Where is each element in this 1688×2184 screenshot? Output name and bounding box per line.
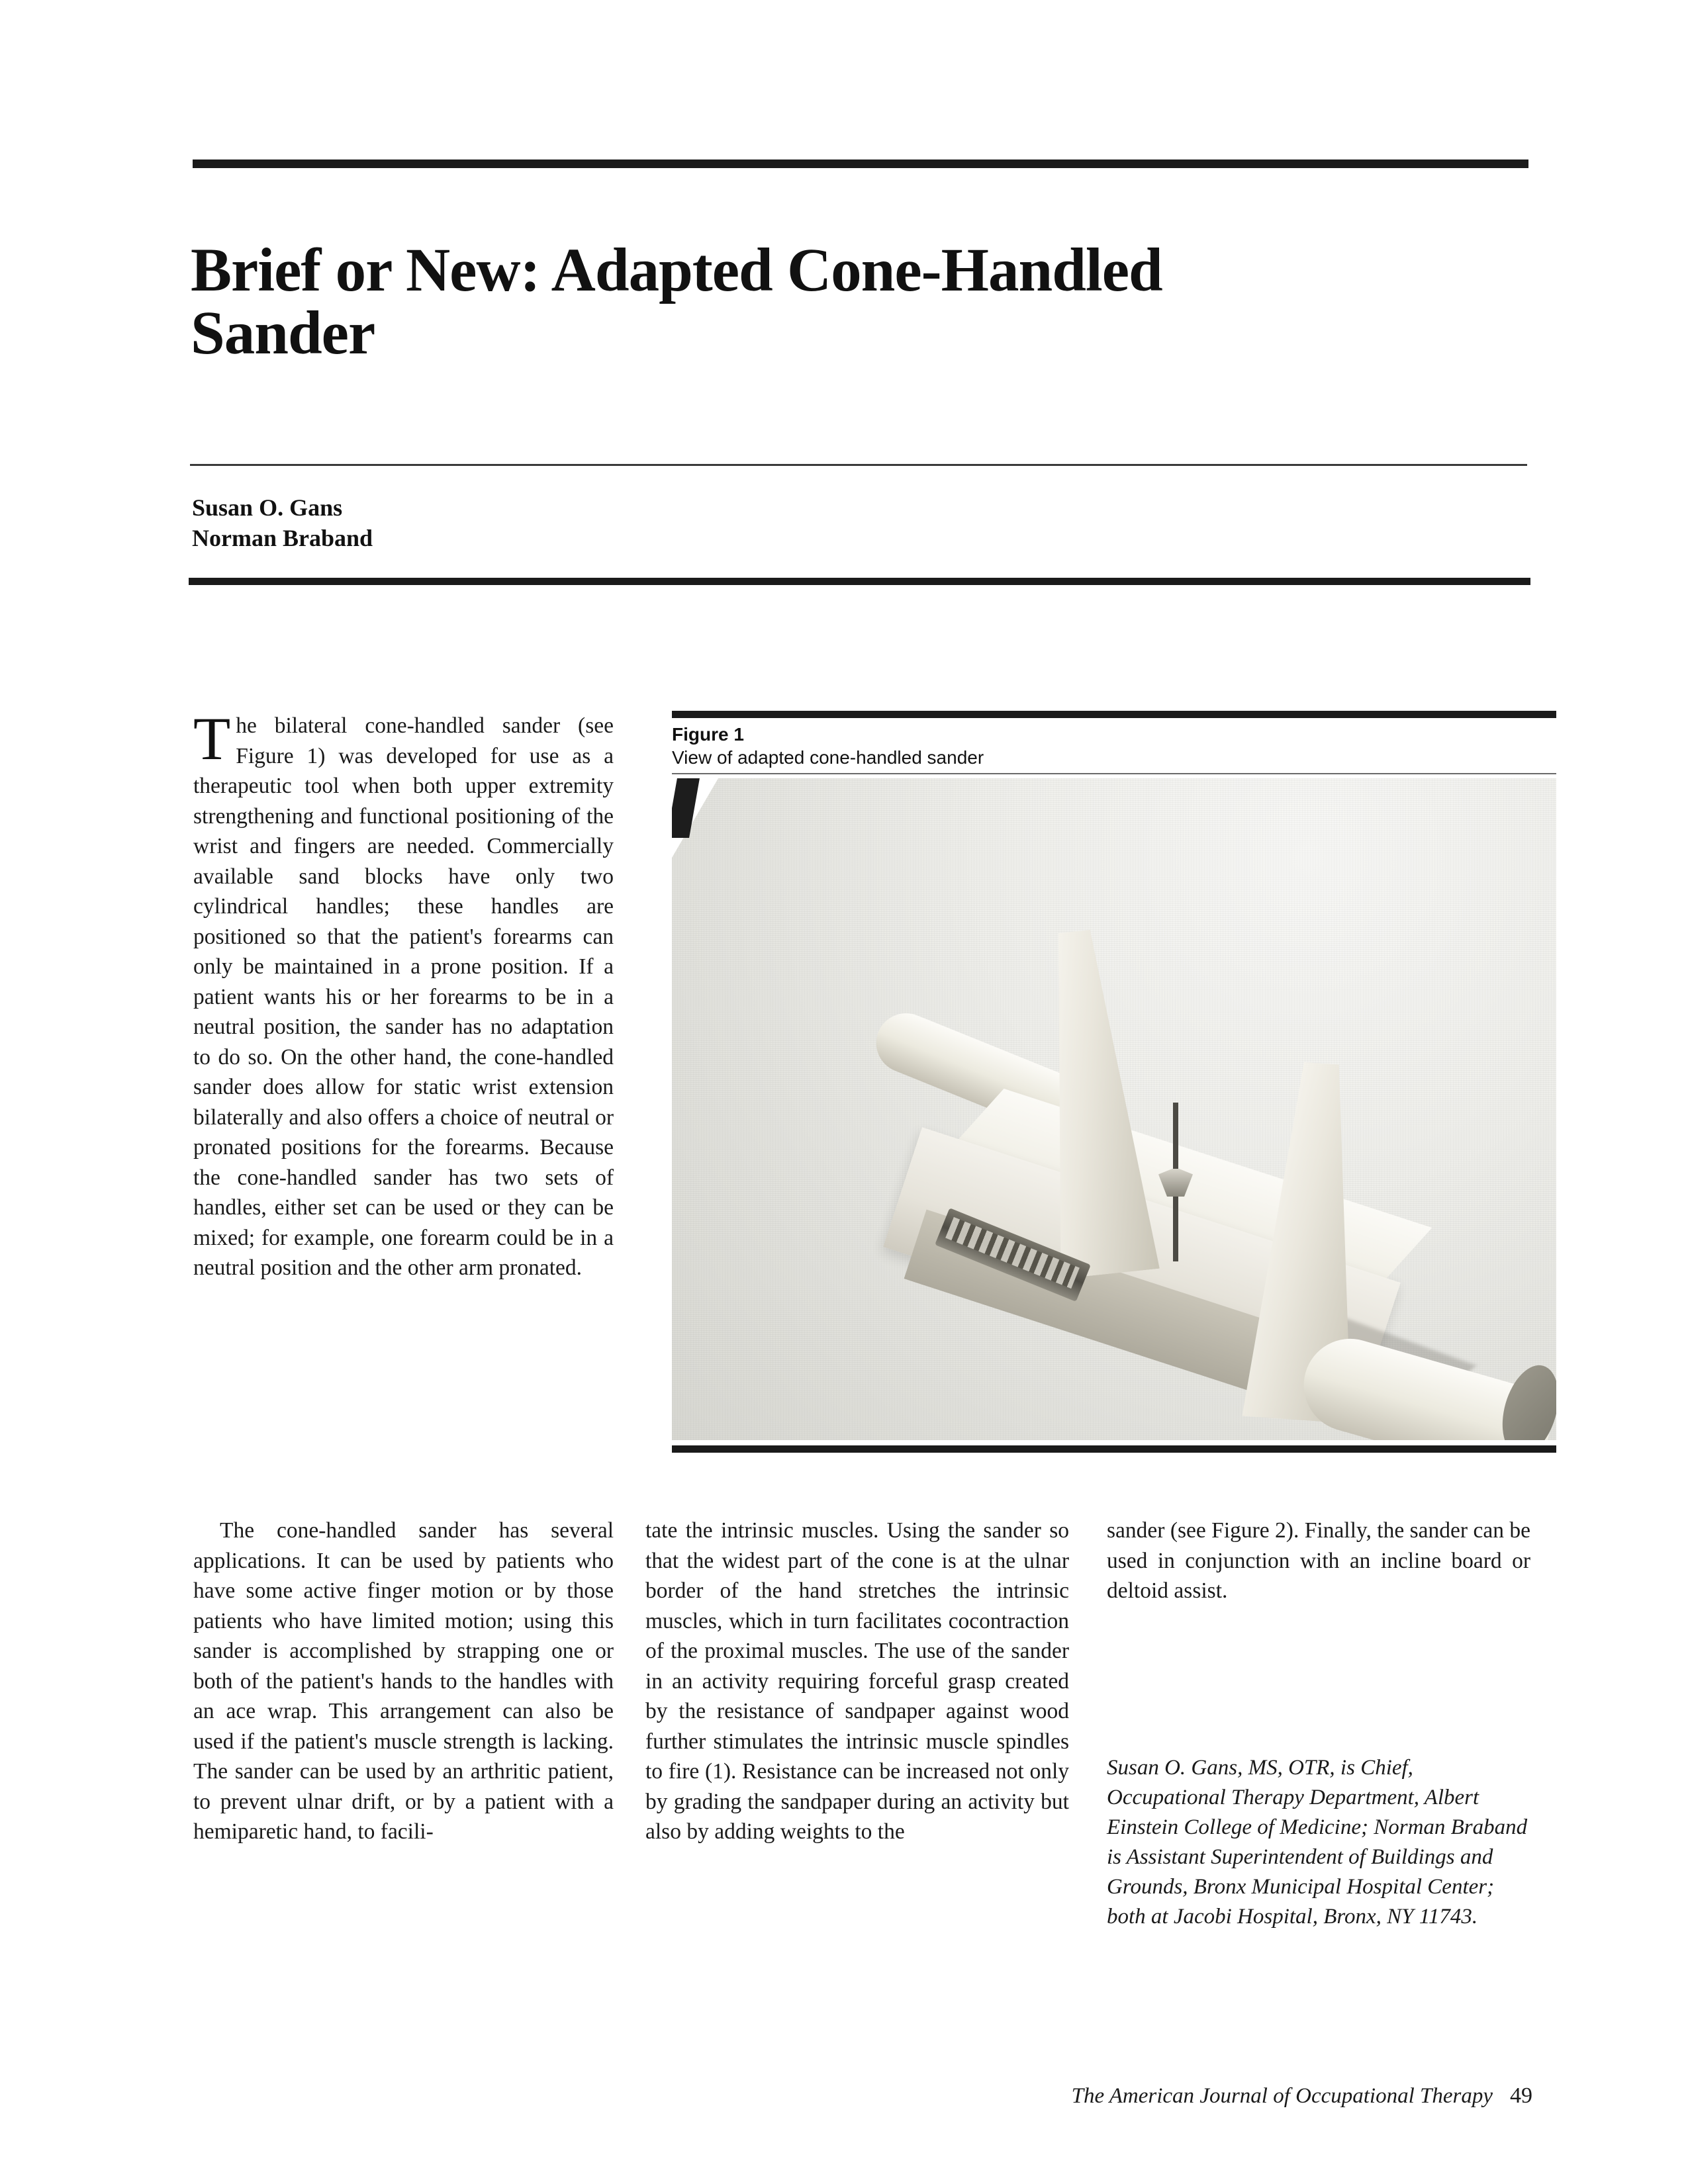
header-top-rule <box>193 159 1528 168</box>
paragraph-intro-text: he bilateral cone-handled sander (see Figure 1) was developed for use as a therapeutic tool when both upper extremity strengthening and functional positioning of the wrist and fingers are needed. Commercially available sand blocks have only two cylindrical handles; these handles are positioned so that the patient's forearms can only be maintained in a prone position. If a patient wants his or her forearms to be in a neutral position, the sander has no adaptation to do so. On the other hand, the cone-handled sander does allow for static wrist extension bilaterally and also offers a choice of neutral or pronated positions for the forearms. Because the cone-handled sander has two sets of handles, either set can be used or they can be mixed; for example, one forearm could be in a neutral position and the other arm pronated. <box>193 713 614 1280</box>
paragraph-intro <box>193 705 614 1283</box>
journal-name: The American Journal of Occupational Therapy <box>1071 2084 1493 2108</box>
author-list <box>192 492 986 553</box>
header-bottom-rule <box>189 578 1530 585</box>
author-name-2: Norman Braband <box>192 525 373 552</box>
body-column-1-lower <box>193 1516 614 1847</box>
paragraph-intrinsic-muscles: tate the intrinsic muscles. Using the sander so that the widest part of the cone is at the ulnar border of the hand stretches the intrinsic muscles, which in turn facilitates cocontraction of the proximal muscles. The use of the sander in an activity requiring forceful grasp created by the resistance of sandpaper against wood further stimulates the intrinsic muscle spindles to fire (1). Resistance can be increased not only by grading the sandpaper during an activity but also by adding weights to the <box>645 1518 1069 1844</box>
body-column-1-upper <box>193 705 614 1283</box>
paragraph-applications: The cone-handled sander has several applications. It can be used by patients who have some active finger motion or by those patients who have limited motion; using this sander is accomplished by strapping one or both of the patient's hands to the handles with an ace wrap. This arrangement can also be used if the patient's muscle strength is lacking. The sander can be used by an arthritic patient, to prevent ulnar drift, or by a patient with a hemiparetic hand, to facili- <box>193 1518 614 1844</box>
figure-caption-text: View of adapted cone-handled sander <box>672 747 984 768</box>
author-name-1: Susan O. Gans <box>192 494 343 521</box>
drop-cap: T <box>193 705 231 772</box>
paragraph-conclusion: sander (see Figure 2). Finally, the sander can be used in conjunction with an incline board or deltoid assist. <box>1107 1518 1530 1603</box>
body-column-2 <box>645 1516 1069 1847</box>
figure-1 <box>672 711 1556 1453</box>
page-footer <box>702 2083 1532 2109</box>
figure-top-rule <box>672 711 1556 718</box>
author-bio: Susan O. Gans, MS, OTR, is Chief, Occupational Therapy Department, Albert Einstein College of Medicine; Norman Braband is Assistant Superintendent of Buildings and Grounds, Bronx Municipal Hospital Center; both at Jacobi Hospital, Bronx, NY 11743. <box>1107 1756 1528 1929</box>
figure-bottom-rule <box>672 1445 1556 1453</box>
article-title: Brief or New: Adapted Cone-Handled Sander <box>191 236 1162 368</box>
figure-photograph <box>672 778 1556 1440</box>
figure-caption-block <box>672 723 1556 770</box>
figure-label: Figure 1 <box>672 724 744 745</box>
authors-divider-rule <box>190 464 1527 466</box>
figure-caption-rule <box>672 773 1556 774</box>
page-number: 49 <box>1510 2083 1532 2108</box>
body-column-3 <box>1107 1516 1530 1606</box>
